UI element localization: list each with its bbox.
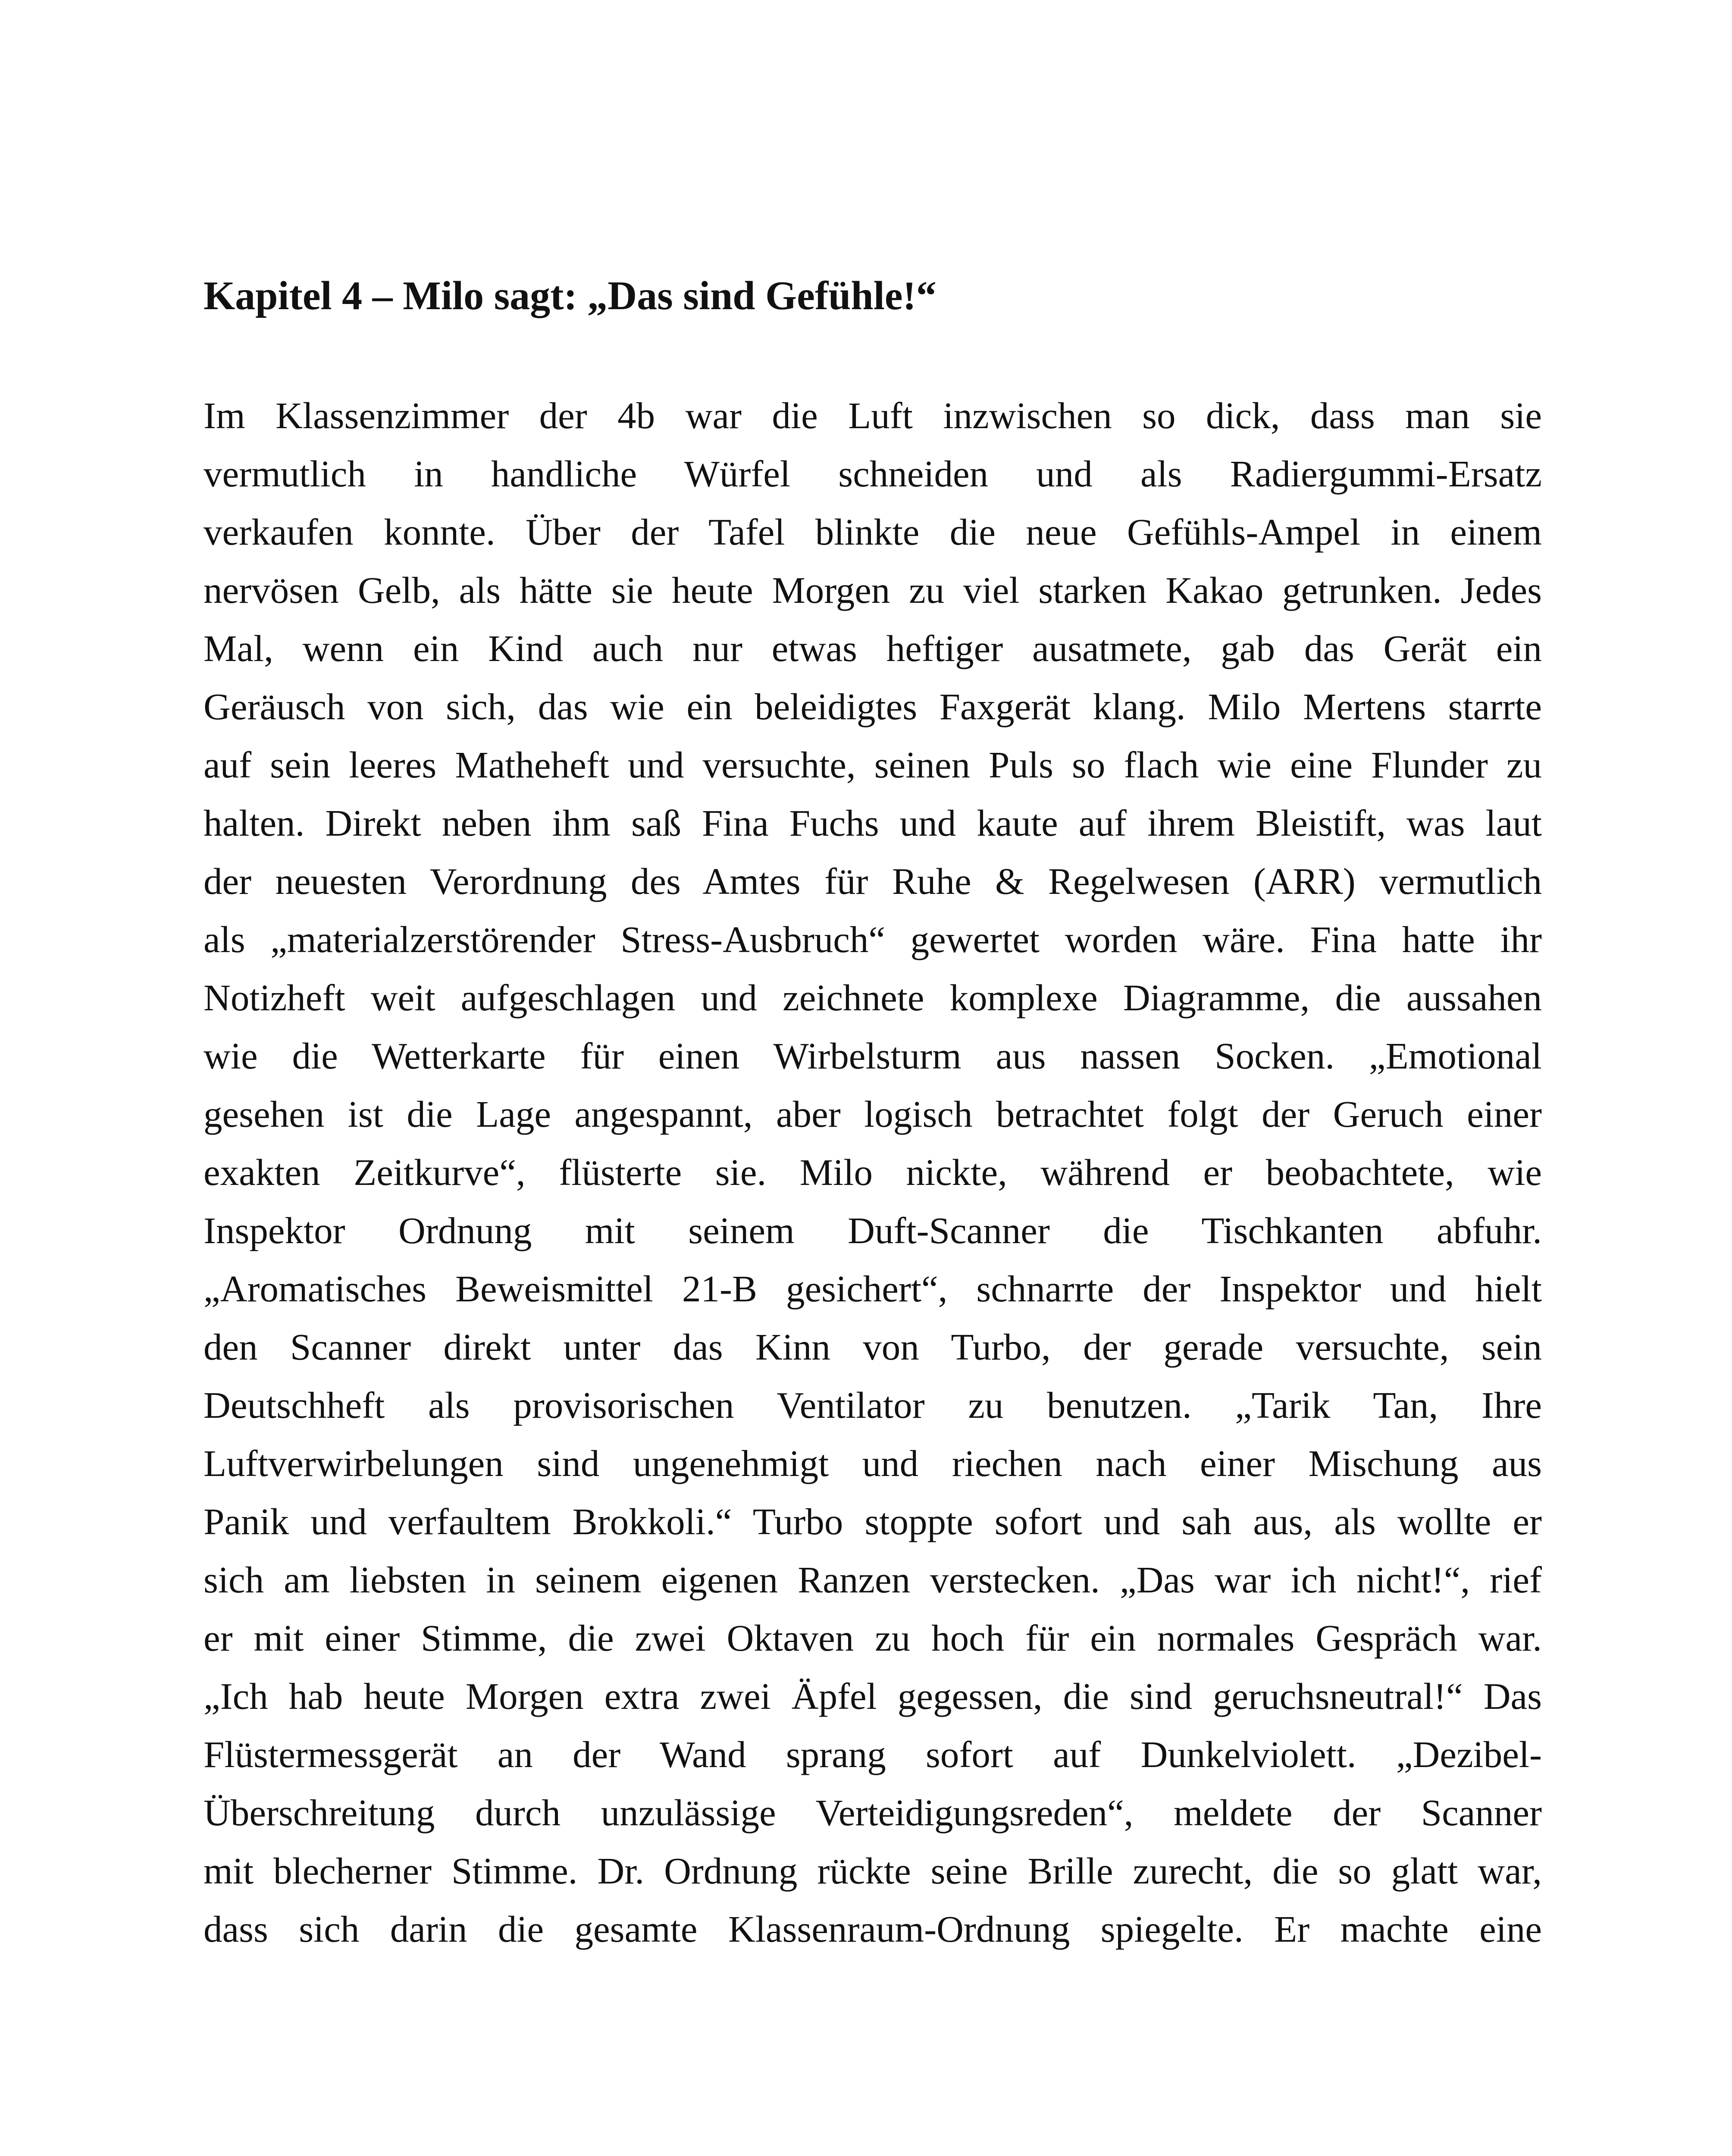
text-line: exakten Zeitkurve“, flüsterte sie. Milo nickte, während er beobachtete, wie <box>204 1151 1542 1193</box>
text-line: Flüstermessgerät an der Wand sprang sofort auf Dunkelviolett. „Dezibel- <box>204 1733 1542 1775</box>
text-line: Überschreitung durch unzulässige Verteidigungsreden“, meldete der Scanner <box>204 1792 1542 1833</box>
body-paragraph <box>204 386 1542 1958</box>
text-line: mit blecherner Stimme. Dr. Ordnung rückte seine Brille zurecht, die so glatt war, <box>204 1850 1542 1892</box>
text-line: der neuesten Verordnung des Amtes für Ruhe & Regelwesen (ARR) vermutlich <box>204 860 1542 902</box>
text-line: verkaufen konnte. Über der Tafel blinkte die neue Gefühls-Ampel in einem <box>204 511 1542 553</box>
text-line: Deutschheft als provisorischen Ventilator zu benutzen. „Tarik Tan, Ihre <box>204 1384 1542 1426</box>
chapter-title: Kapitel 4 – Milo sagt: „Das sind Gefühle!“ <box>204 273 936 318</box>
text-line: den Scanner direkt unter das Kinn von Turbo, der gerade versuchte, sein <box>204 1326 1542 1368</box>
text-line: Geräusch von sich, das wie ein beleidigtes Faxgerät klang. Milo Mertens starrte <box>204 686 1542 727</box>
text-line: Notizheft weit aufgeschlagen und zeichnete komplexe Diagramme, die aussahen <box>204 977 1542 1018</box>
text-line: Inspektor Ordnung mit seinem Duft-Scanner die Tischkanten abfuhr. <box>204 1210 1542 1251</box>
text-line: vermutlich in handliche Würfel schneiden und als Radiergummi-Ersatz <box>204 453 1542 495</box>
text-line: Luftverwirbelungen sind ungenehmigt und riechen nach einer Mischung aus <box>204 1442 1542 1484</box>
text-line: gesehen ist die Lage angespannt, aber logisch betrachtet folgt der Geruch einer <box>204 1093 1542 1135</box>
text-line: er mit einer Stimme, die zwei Oktaven zu hoch für ein normales Gespräch war. <box>204 1617 1542 1659</box>
text-line: „Ich hab heute Morgen extra zwei Äpfel gegessen, die sind geruchsneutral!“ Das <box>204 1675 1542 1717</box>
text-line: nervösen Gelb, als hätte sie heute Morgen zu viel starken Kakao getrunken. Jedes <box>204 569 1542 611</box>
text-line: Im Klassenzimmer der 4b war die Luft inzwischen so dick, dass man sie <box>204 395 1542 436</box>
text-line: Panik und verfaultem Brokkoli.“ Turbo stoppte sofort und sah aus, als wollte er <box>204 1501 1542 1542</box>
text-line: „Aromatisches Beweismittel 21-B gesichert“, schnarrte der Inspektor und hielt <box>204 1268 1542 1310</box>
text-line: als „materialzerstörender Stress-Ausbruch“ gewertet worden wäre. Fina hatte ihr <box>204 918 1542 960</box>
text-line: sich am liebsten in seinem eigenen Ranzen verstecken. „Das war ich nicht!“, rief <box>204 1559 1542 1601</box>
text-line: dass sich darin die gesamte Klassenraum-Ordnung spiegelte. Er machte eine <box>204 1908 1542 1950</box>
text-line: auf sein leeres Matheheft und versuchte, seinen Puls so flach wie eine Flunder zu <box>204 744 1542 786</box>
text-line: wie die Wetterkarte für einen Wirbelsturm aus nassen Socken. „Emotional <box>204 1035 1542 1077</box>
text-line: Mal, wenn ein Kind auch nur etwas heftiger ausatmete, gab das Gerät ein <box>204 627 1542 669</box>
text-line: halten. Direkt neben ihm saß Fina Fuchs und kaute auf ihrem Bleistift, was laut <box>204 802 1542 844</box>
